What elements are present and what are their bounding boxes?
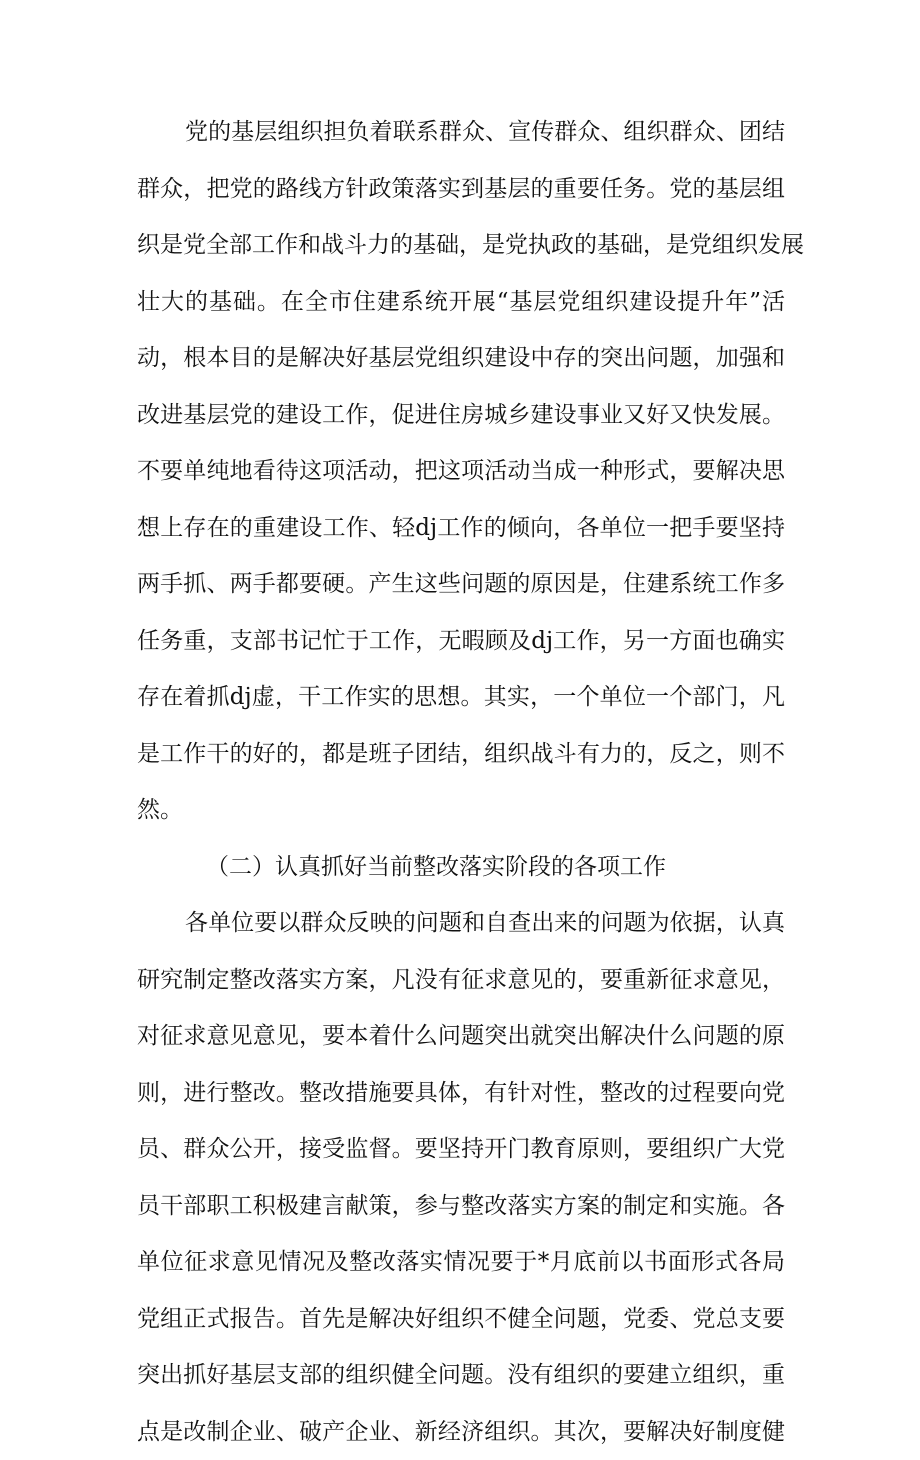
paragraph-2-line-3: 对征求意见意见，要本着什么问题突出就突出解决什么问题的原 <box>137 1008 785 1065</box>
paragraph-2-line-5: 员、群众公开，接受监督。要坚持开门教育原则，要组织广大党 <box>137 1121 785 1178</box>
paragraph-2-line-9: 突出抓好基层支部的组织健全问题。没有组织的要建立组织，重 <box>137 1347 785 1404</box>
paragraph-2-line-1: 各单位要以群众反映的问题和自查出来的问题为依据，认真 <box>137 895 785 952</box>
paragraph-2-line-7: 单位征求意见情况及整改落实情况要于*月底前以书面形式各局 <box>137 1234 785 1291</box>
paragraph-2-line-10: 点是改制企业、破产企业、新经济组织。其次，要解决好制度健 <box>137 1404 785 1460</box>
paragraph-2-line-6: 员干部职工积极建言献策，参与整改落实方案的制定和实施。各 <box>137 1178 785 1235</box>
paragraph-2-line-8: 党组正式报告。首先是解决好组织不健全问题，党委、党总支要 <box>137 1291 785 1348</box>
paragraph-1-line-10: 任务重，支部书记忙于工作，无暇顾及dj工作，另一方面也确实 <box>137 613 785 670</box>
paragraph-1-line-8: 想上存在的重建设工作、轻dj工作的倾向，各单位一把手要坚持 <box>137 500 785 557</box>
paragraph-1-line-13: 然。 <box>137 782 785 839</box>
paragraph-1-line-11: 存在着抓dj虚，干工作实的思想。其实，一个单位一个部门，凡 <box>137 669 785 726</box>
paragraph-1-line-12: 是工作干的好的，都是班子团结，组织战斗有力的，反之，则不 <box>137 726 785 783</box>
section-heading: （二）认真抓好当前整改落实阶段的各项工作 <box>137 839 785 896</box>
paragraph-1-line-7: 不要单纯地看待这项活动，把这项活动当成一种形式，要解决思 <box>137 443 785 500</box>
paragraph-1-line-9: 两手抓、两手都要硬。产生这些问题的原因是，住建系统工作多 <box>137 556 785 613</box>
paragraph-1-line-4: 壮大的基础。在全市住建系统开展“基层党组织建设提升年”活 <box>137 274 785 331</box>
paragraph-1-line-6: 改进基层党的建设工作，促进住房城乡建设事业又好又快发展。 <box>137 387 785 444</box>
paragraph-1-line-3: 织是党全部工作和战斗力的基础，是党执政的基础，是党组织发展 <box>137 217 785 274</box>
paragraph-1-line-1: 党的基层组织担负着联系群众、宣传群众、组织群众、团结 <box>137 104 785 161</box>
document-body <box>137 104 785 1460</box>
paragraph-2-line-4: 则，进行整改。整改措施要具体，有针对性，整改的过程要向党 <box>137 1065 785 1122</box>
paragraph-2-line-2: 研究制定整改落实方案，凡没有征求意见的，要重新征求意见， <box>137 952 785 1009</box>
paragraph-1-line-5: 动，根本目的是解决好基层党组织建设中存的突出问题，加强和 <box>137 330 785 387</box>
paragraph-1-line-2: 群众，把党的路线方针政策落实到基层的重要任务。党的基层组 <box>137 161 785 218</box>
